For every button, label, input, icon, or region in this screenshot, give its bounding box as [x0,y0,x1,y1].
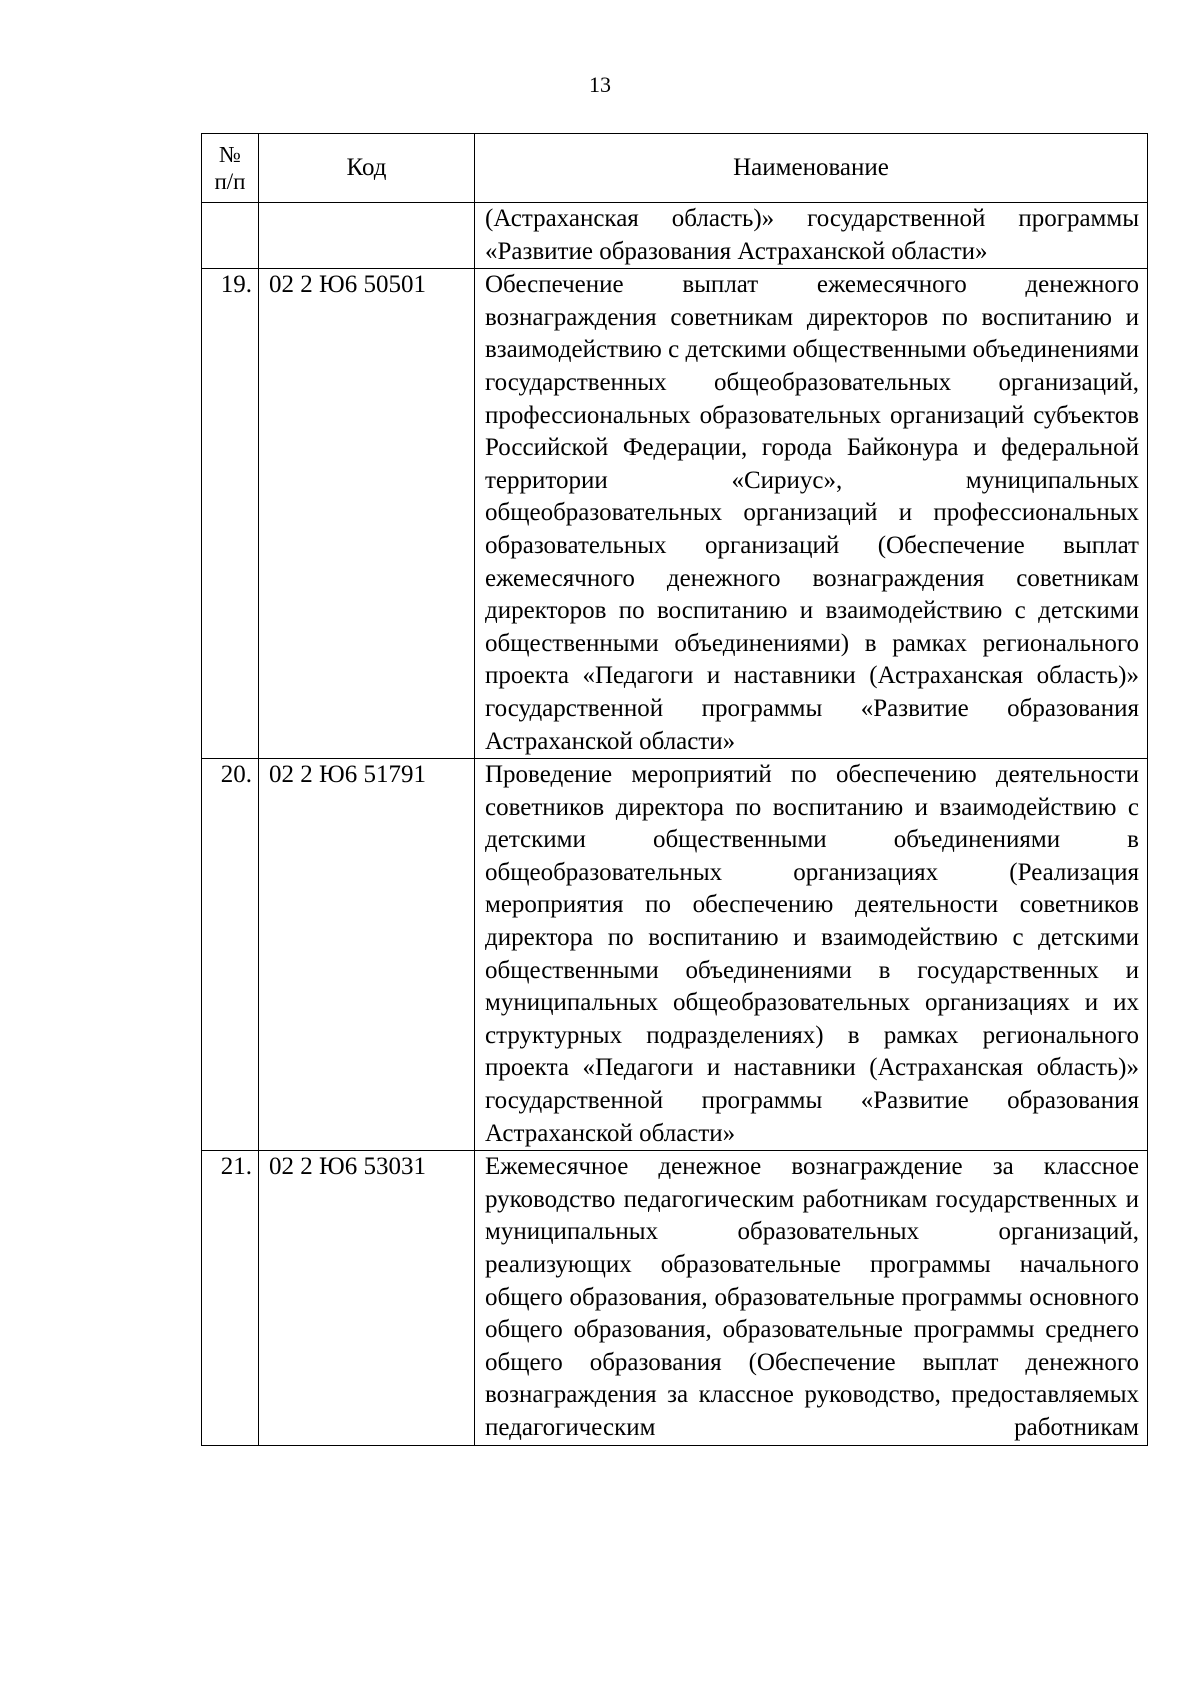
table-header-row [202,134,1148,203]
row-number: 19. [202,269,259,759]
header-code: Код [259,134,475,203]
header-number [202,134,259,203]
row-name: (Астраханская область)» государственной программы «Развитие образования Астраханской области» [475,203,1148,269]
row-code: 02 2 Ю6 51791 [259,759,475,1151]
row-code: 02 2 Ю6 50501 [259,269,475,759]
header-number-abbr: п/п [214,169,246,194]
row-name: Ежемесячное денежное вознаграждение за классное руководство педагогическим работникам государственных и муниципальных образовательных организаций, реализующих образовательные программы начального общего образования, образовательные программы основного общего образования, образовательные программы среднего общего образования (Обеспечение выплат денежного вознаграждения за классное руководство, предоставляемых педагогическим работникам [475,1151,1148,1445]
row-name: Проведение мероприятий по обеспечению деятельности советников директора по воспитанию и взаимодействию с детскими общественными объединениями в общеобразовательных организациях (Реализация мероприятия по обеспечению деятельности советников директора по воспитанию и взаимодействию с детскими общественными объединениями в государственных и муниципальных общеобразовательных организациях и их структурных подразделениях) в рамках регионального проекта «Педагоги и наставники (Астраханская область)» государственной программы «Развитие образования Астраханской области» [475,759,1148,1151]
table-row [202,203,1148,269]
row-code: 02 2 Ю6 53031 [259,1151,475,1445]
classification-table [201,133,1148,1446]
row-code [259,203,475,269]
header-number-sign: № [219,142,241,167]
table-row [202,269,1148,759]
row-number [202,203,259,269]
row-number: 21. [202,1151,259,1445]
header-name: Наименование [475,134,1148,203]
row-name: Обеспечение выплат ежемесячного денежного вознаграждения советникам директоров по воспитанию и взаимодействию с детскими общественными объединениями государственных общеобразовательных организаций, профессиональных образовательных организаций субъектов Российской Федерации, города Байконура и федеральной территории «Сириус», муниципальных общеобразовательных организаций и профессиональных образовательных организаций (Обеспечение выплат ежемесячного денежного вознаграждения советникам директоров по воспитанию и взаимодействию с детскими общественными объединениями) в рамках регионального проекта «Педагоги и наставники (Астраханская область)» государственной программы «Развитие образования Астраханской области» [475,269,1148,759]
row-number: 20. [202,759,259,1151]
page-number: 13 [589,72,611,97]
table-row [202,759,1148,1151]
table-row [202,1151,1148,1445]
